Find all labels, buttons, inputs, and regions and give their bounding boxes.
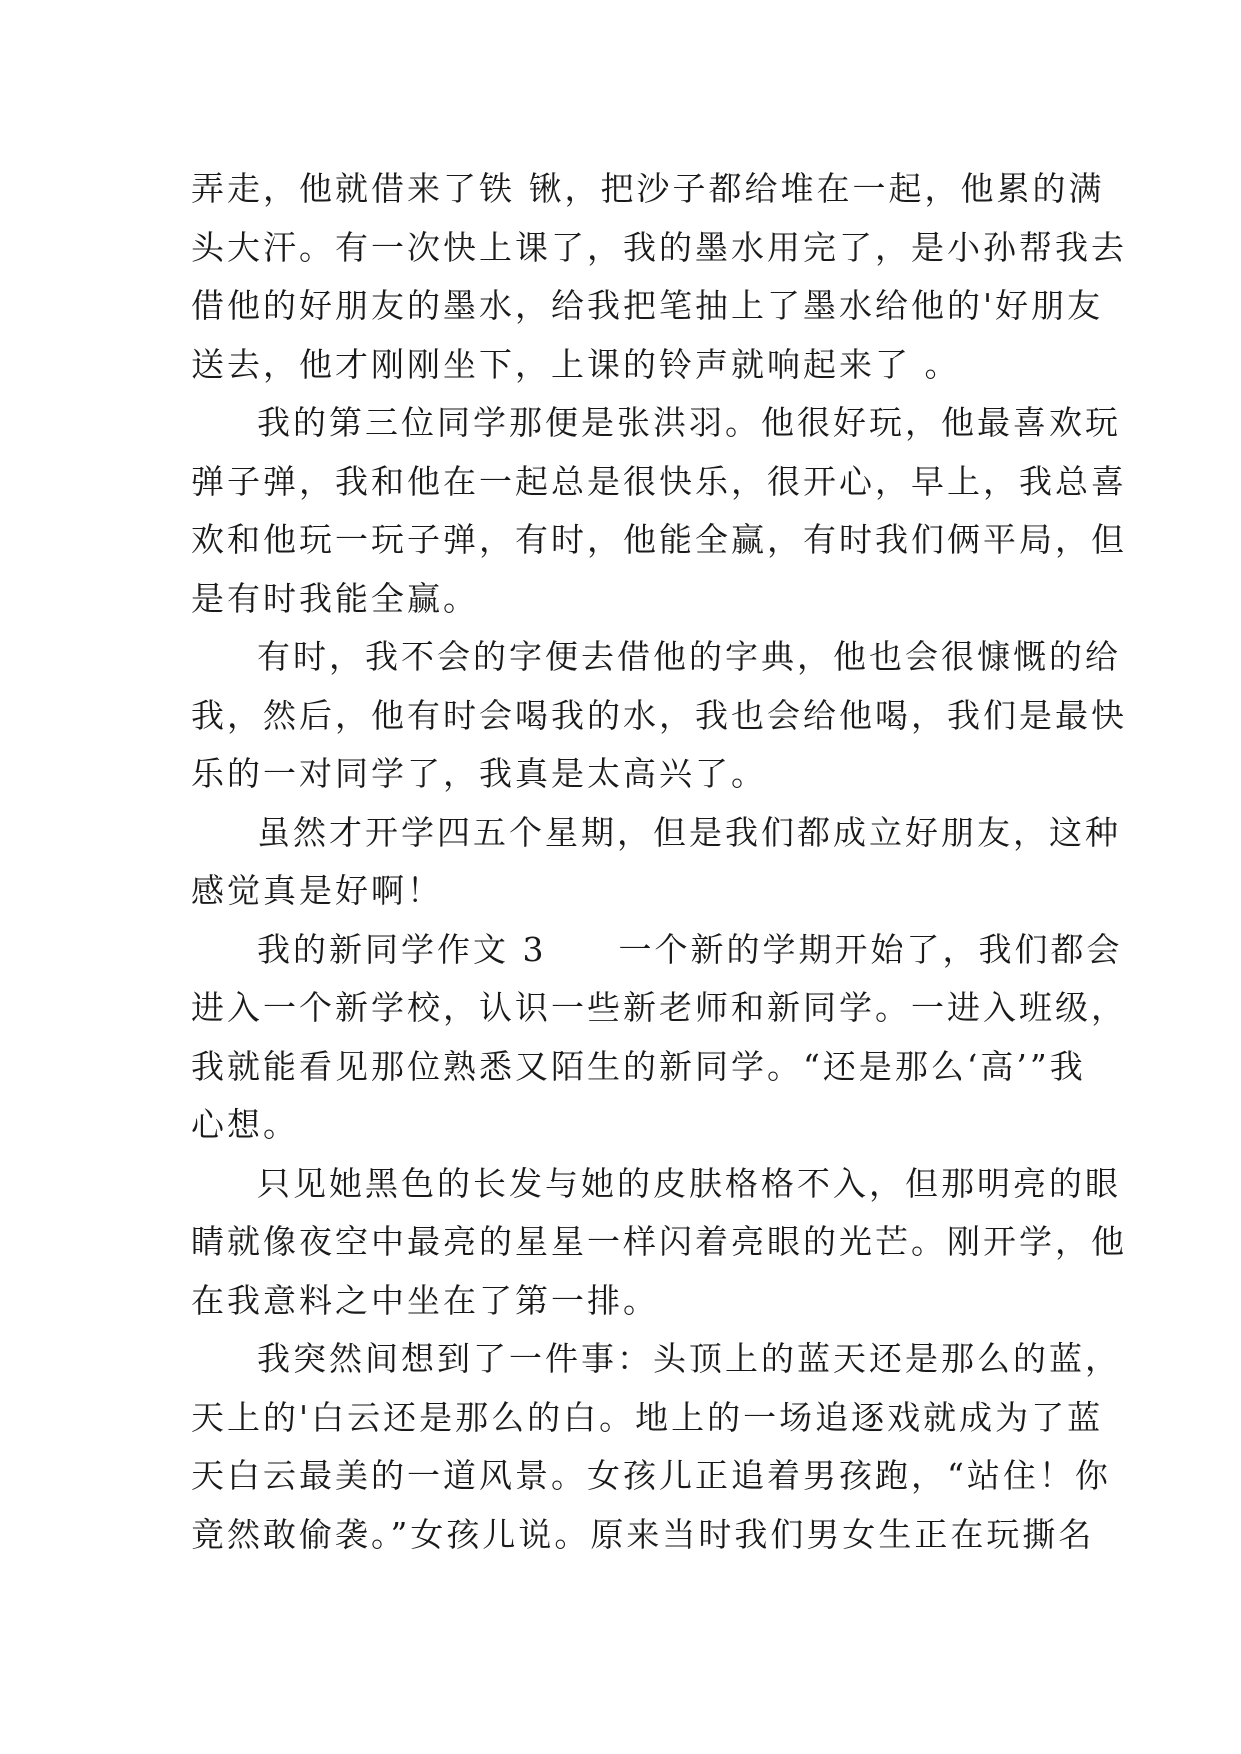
text-line: 在我意料之中坐在了第一排。 (191, 1280, 659, 1320)
text-line: 天上的'白云还是那么的白。地上的一场追逐戏就成为了蓝 (191, 1397, 1104, 1437)
text-line: 有时，我不会的字便去借他的字典，他也会很慷慨的给 (257, 637, 1121, 676)
text-line: 我的新同学作文 3 一个新的学期开始了，我们都会 (257, 929, 1123, 969)
text-line: 头大汗。有一次快上课了，我的墨水用完了，是小孙帮我去 (191, 227, 1127, 267)
text-line: 我就能看见那位熟悉又陌生的新同学。“还是那么‘高’”我 (191, 1046, 1086, 1086)
text-line: 天白云最美的一道风景。女孩儿正追着男孩跑，“站住！你 (191, 1456, 1111, 1495)
text-line: 弄走，他就借来了铁 锹，把沙子都给堆在一起，他累的满 (191, 169, 1105, 208)
text-line: 欢和他玩一玩子弹，有时，他能全赢，有时我们俩平局，但 (191, 520, 1127, 559)
text-line: 是有时我能全赢。 (191, 578, 479, 618)
text-line: 我突然间想到了一件事：头顶上的蓝天还是那么的蓝， (257, 1339, 1121, 1378)
text-line: 睛就像夜空中最亮的星星一样闪着亮眼的光芒。刚开学，他 (191, 1222, 1127, 1261)
text-line: 竟然敢偷袭。”女孩儿说。原来当时我们男女生正在玩撕名 (191, 1514, 1095, 1554)
text-line: 乐的一对同学了，我真是太高兴了。 (191, 754, 767, 793)
text-line: 虽然才开学四五个星期，但是我们都成立好朋友，这种 (257, 812, 1121, 852)
document-body-text (191, 160, 1127, 1564)
text-line: 弹子弹，我和他在一起总是很快乐，很开心，早上，我总喜 (191, 461, 1127, 501)
text-line: 送去，他才刚刚坐下，上课的铃声就响起来了 。 (191, 344, 961, 384)
text-line: 感觉真是好啊！ (191, 871, 443, 910)
text-line: 心想。 (191, 1105, 299, 1144)
text-line: 只见她黑色的长发与她的皮肤格格不入，但那明亮的眼 (257, 1163, 1121, 1203)
text-line: 借他的好朋友的墨水，给我把笔抽上了墨水给他的'好朋友 (191, 286, 1104, 325)
text-line: 我，然后，他有时会喝我的水，我也会给他喝，我们是最快 (191, 695, 1127, 735)
text-line: 进入一个新学校，认识一些新老师和新同学。一进入班级， (191, 988, 1127, 1027)
text-line: 我的第三位同学那便是张洪羽。他很好玩，他最喜欢玩 (257, 403, 1121, 442)
